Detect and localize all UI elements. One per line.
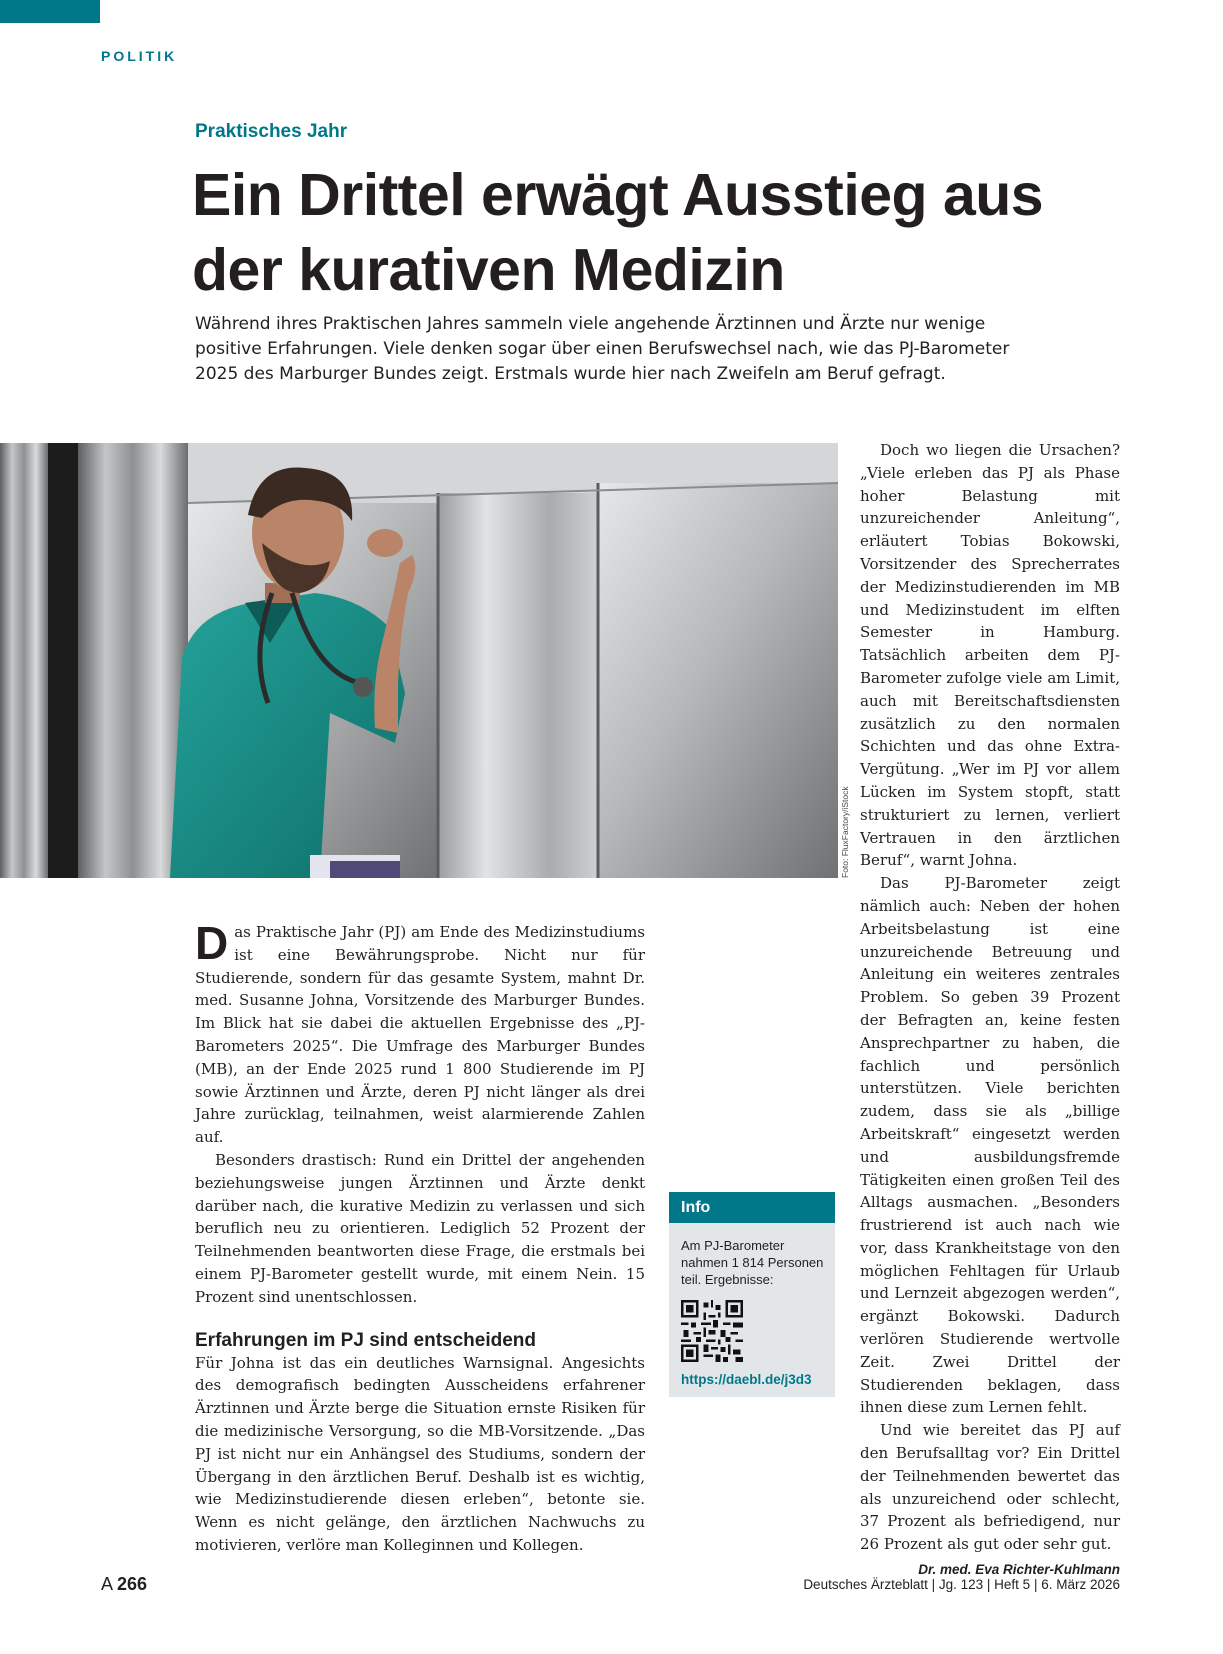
headline-line-1: Ein Drittel erwägt Ausstieg aus	[192, 162, 1044, 228]
article-headline	[192, 158, 1092, 308]
section-accent-bar	[0, 0, 100, 23]
dropcap: D	[195, 917, 229, 969]
info-box-link[interactable]: https://daebl.de/j3d3	[681, 1372, 812, 1387]
info-box-text: Am PJ-Barometer nahmen 1 814 Personen teil. Ergebnisse:	[681, 1238, 824, 1287]
qr-code-icon[interactable]	[681, 1300, 743, 1362]
article-photo	[0, 443, 838, 878]
subheading: Erfahrungen im PJ sind entscheidend	[195, 1329, 537, 1351]
paragraph: Und wie bereitet das PJ auf den Berufsalltag vor? Ein Drittel der Teilnehmenden bewertet das als unzureichend oder schlecht, 37 Prozent als befriedigend, nur 26 Prozent als gut oder sehr gut.	[860, 1421, 1120, 1554]
page-prefix: A	[101, 1574, 113, 1594]
paragraph: Für Johna ist das ein deutliches Warnsignal. Angesichts des demografisch bedingten Ausscheidens erfahrener Ärztinnen und Ärzte berge die Situation ernste Risiken für die medizinische Versorgung, so die MB-Vorsitzende. „Das PJ ist nicht nur ein Anhängsel des Studiums, sondern der Übergang in den ärztlichen Beruf. Deshalb ist es wichtig, wie Medizinstudierende diesen erleben“, betonte sie. Wenn es nicht gelänge, den ärztlichen Nachwuchs zu motivieren, verlöre man Kolleginnen und Kollegen.	[195, 1353, 645, 1554]
page-number-value: 266	[117, 1574, 148, 1594]
photo-credit: Foto: FluxFactory/iStock	[840, 786, 850, 878]
article-author: Dr. med. Eva Richter-Kuhlmann	[918, 1562, 1120, 1578]
paragraph: Das PJ-Barometer zeigt nämlich auch: Neben der hohen Arbeitsbelastung ist eine unzureichende Betreuung und Anleitung ein weiteres zentrales Problem. So geben 39 Prozent der Befragten an, keine festen Ansprechpartner zu haben, die fachlich und persönlich unterstützen. Viele berichten zudem, dass sie als „billige Arbeitskraft“ eingesetzt werden und ausbildungsfremde Tätigkeiten einen großen Teil des Alltags ausmachen. „Besonders frustrierend ist auch nach wie vor, dass Krankheitstage von den möglichen Fehltagen für Urlaub und Lernzeit abgezogen werden“, ergänzt Bokowski. Dadurch verlören Studierende wertvolle Zeit. Zwei Drittel der Studierenden beklagen, dass ihnen diese zum Lernen fehlt.	[860, 874, 1120, 1417]
section-label: POLITIK	[101, 48, 178, 64]
page-number	[101, 1574, 147, 1595]
paragraph: Doch wo liegen die Ursachen? „Viele erleben das PJ als Phase hoher Belastung mit unzureichender Anleitung“, erläutert Tobias Bokowski, Vorsitzender des Sprecherrates der Medizinstudierenden im MB und Medizinstudent im elften Semester in Hamburg. Tatsächlich arbeiten dem PJ-Barometer zufolge viele am Limit, auch mit Bereitschaftsdiensten zusätzlich zu den normalen Schichten und das ohne Extra-Vergütung. „Wer im PJ vor allem Lücken im System stopft, statt strukturiert zu lernen, verliert Vertrauen in den ärztlichen Beruf“, warnt Johna.	[860, 441, 1120, 870]
paragraph-intro: Das Praktische Jahr (PJ) am Ende des Medizinstudiums ist eine Bewährungsprobe. Nicht nur für Studierende, sondern für das gesamte System, mahnt Dr. med. Susanne Johna, Vorsitzende des Marburger Bundes. Im Blick hat sie dabei die aktuellen Ergebnisse des „PJ-Barometers 2025“. Die Umfrage des Marburger Bundes (MB), an der Ende 2025 rund 1 800 Studierende im PJ sowie Ärztinnen und Ärzte, deren PJ nicht länger als drei Jahre zurücklag, teilnahmen, weist alarmierende Zahlen auf.	[195, 917, 645, 1147]
info-box	[669, 1192, 835, 1397]
headline-line-2: der kurativen Medizin	[192, 237, 785, 303]
journal-footer: Deutsches Ärzteblatt | Jg. 123 | Heft 5 | 6. März 2026	[803, 1577, 1120, 1592]
article-column-right	[860, 439, 1120, 1582]
article-kicker: Praktisches Jahr	[195, 121, 348, 142]
paragraph: Besonders drastisch: Rund ein Drittel der angehenden beziehungsweise jungen Ärztinnen und Ärzte denkt darüber nach, die kurative Medizin zu verlassen und sich beruflich neu zu orientieren. Lediglich 52 Prozent der Teilnehmenden beantworten diese Frage, die erstmals bei einem PJ-Barometer gestellt wurde, mit einem Nein. 15 Prozent sind unentschlossen.	[195, 1150, 645, 1306]
article-column-left	[195, 917, 645, 1557]
article-lead: Während ihres Praktischen Jahres sammeln viele angehende Ärztinnen und Ärzte nur wenige positive Erfahrungen. Viele denken sogar über einen Berufswechsel nach, wie das PJ-Barometer 2025 des Marburger Bundes zeigt. Erstmals wurde hier nach Zweifeln am Beruf gefragt.	[195, 314, 1010, 384]
info-box-title: Info	[669, 1192, 835, 1223]
